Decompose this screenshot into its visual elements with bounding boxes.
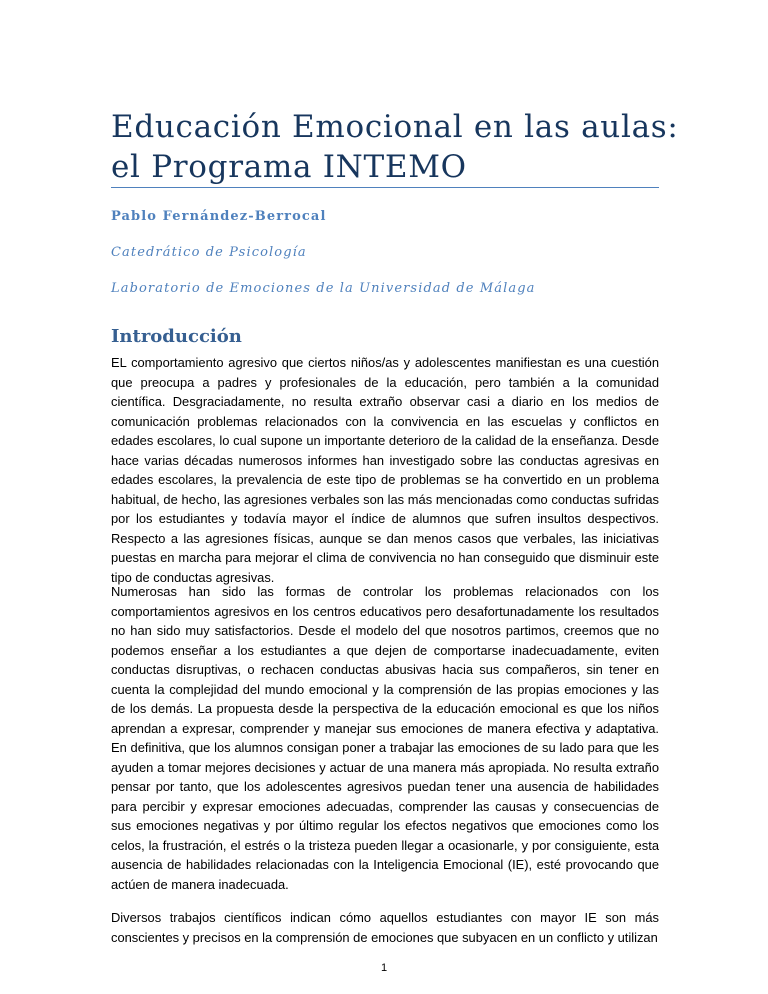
document-title: Educación Emocional en las aulas: el Programa INTEMO [111,109,679,185]
page-number: 1 [380,962,388,974]
paragraph: Diversos trabajos científicos indican cómo aquellos estudiantes con mayor IE son más conscientes y precisos en la comprensión de emociones que subyacen en un conflicto y utilizan [111,910,659,945]
title-underline [111,187,659,188]
paragraph: Numerosas han sido las formas de controlar los problemas relacionados con los comportamientos agresivos en los centros educativos pero desafortunadamente los resultados no han sido muy satisfactorios. Desde el modelo del que nosotros partimos, creemos que no podemos enseñar a los estudiantes a que dejen de comportarse inadecuadamente, eviten conductas disruptivas, o rechacen conductas abusivas hacia sus compañeros, sin tener en cuenta la complejidad del mundo emocional y la comprensión de las propias emociones y las de los demás. La propuesta desde la perspectiva de la educación emocional es que los niños aprendan a expresar, comprender y manejar sus emociones de manera efectiva y adaptativa. En definitiva, que los alumnos consigan poner a trabajar las emociones de su lado para que les ayuden a tomar mejores decisiones y actuar de una manera más apropiada. No resulta extraño pensar por tanto, que los adolescentes agresivos puedan tener una ausencia de habilidades para percibir y expresar emociones adecuadas, comprender las causas y consecuencias de sus emociones negativas y por último regular los efectos negativos que emociones como los celos, la frustración, el estrés o la tristeza pueden llegar a ocasionarle, y por consiguiente, esta ausencia de habilidades relacionadas con la Inteligencia Emocional (IE), esté provocando que actúen de manera inadecuada. [111,584,659,892]
author-affiliation: Laboratorio de Emociones de la Universidad de Málaga [111,281,536,296]
author-role: Catedrático de Psicología [111,245,307,260]
paragraph: EL comportamiento agresivo que ciertos niños/as y adolescentes manifiestan es una cuestión que preocupa a padres y profesionales de la educación, pero también a la comunidad científica. Desgraciadamente, no resulta extraño observar casi a diario en los medios de comunicación problemas relacionados con la convivencia en las escuelas y conflictos en edades escolares, lo cual supone un importante deterioro de la calidad de la enseñanza. Desde hace varias décadas numerosos informes han investigado sobre las conductas agresivas en edades escolares, la prevalencia de este tipo de problemas se ha convertido en un problema habitual, de hecho, las agresiones verbales son las más mencionadas como conductas sufridas por los estudiantes y todavía mayor el índice de alumnos que sufren insultos despectivos. Respecto a las agresiones físicas, aunque se dan menos casos que verbales, las iniciativas puestas en marcha para mejorar el clima de convivencia no han conseguido que disminuir este tipo de conductas agresivas. [111,355,659,585]
author-name: Pablo Fernández-Berrocal [111,209,327,224]
section-heading: Introducción [111,326,242,347]
